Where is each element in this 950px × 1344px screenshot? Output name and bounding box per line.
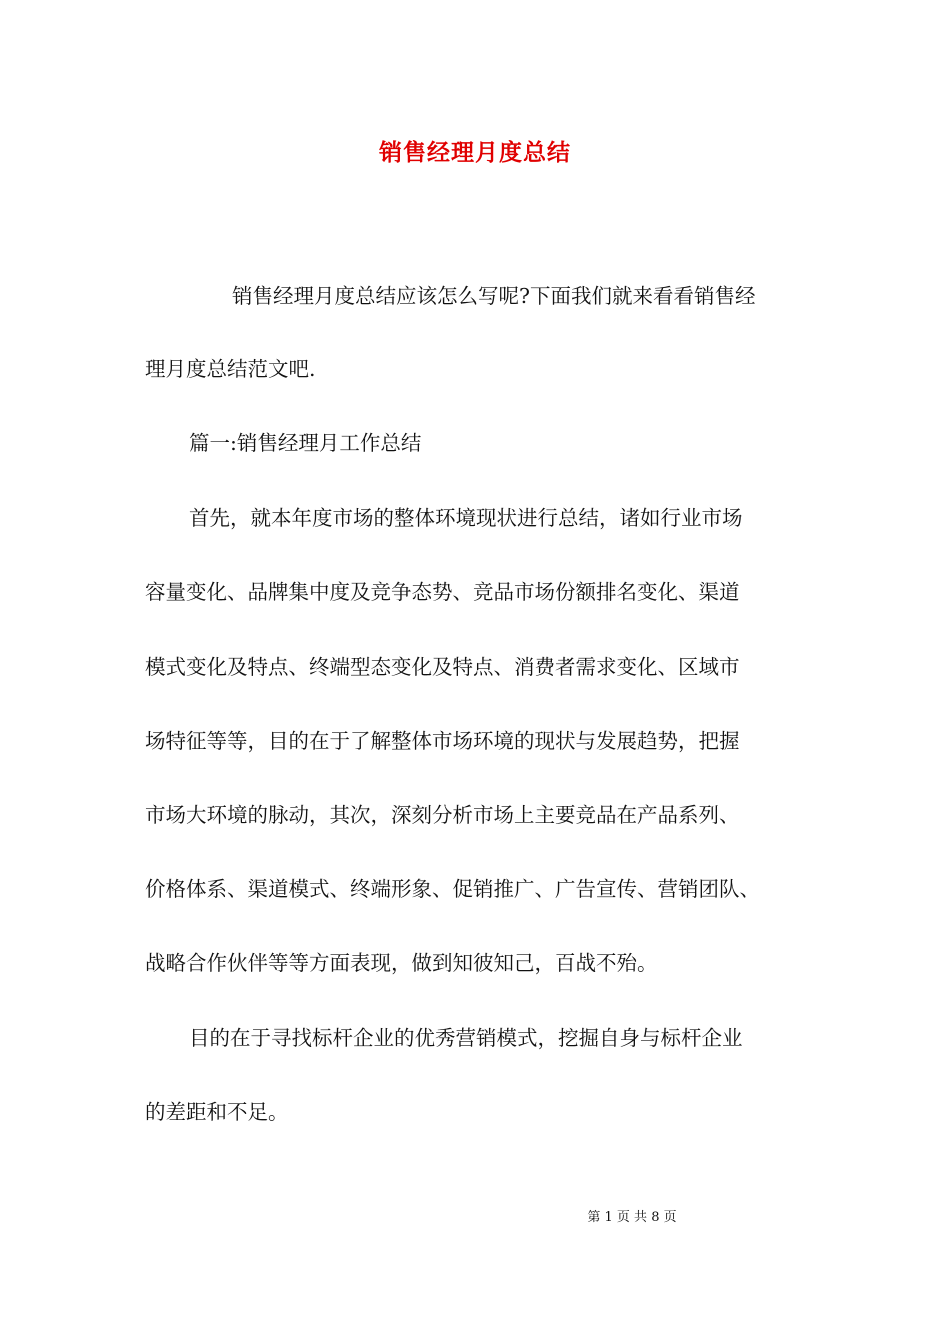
paragraph-body-line-3: 模式变化及特点、终端型态变化及特点、消费者需求变化、区域市	[145, 655, 740, 679]
paragraph-body-line-7: 战略合作伙伴等等方面表现，做到知彼知己，百战不殆。	[145, 951, 658, 975]
paragraph-body-line-6: 价格体系、渠道模式、终端形象、促销推广、广告宣传、营销团队、	[145, 877, 760, 901]
paragraph-goal-line-2: 的差距和不足。	[145, 1100, 289, 1124]
paragraph-body-line-5: 市场大环境的脉动，其次，深刻分析市场上主要竞品在产品系列、	[145, 803, 740, 827]
page-footer	[0, 1208, 950, 1228]
paragraph-body-line-4: 场特征等等，目的在于了解整体市场环境的现状与发展趋势，把握	[145, 729, 740, 753]
document-title: 销售经理月度总结	[379, 139, 571, 166]
paragraph-intro-line-1: 销售经理月度总结应该怎么写呢?下面我们就来看看销售经	[232, 284, 756, 308]
paragraph-body-line-2: 容量变化、品牌集中度及竞争态势、竞品市场份额排名变化、渠道	[145, 580, 740, 604]
paragraph-goal-line-1: 目的在于寻找标杆企业的优秀营销模式，挖掘自身与标杆企业	[189, 1026, 743, 1050]
paragraph-intro-line-2: 理月度总结范文吧.	[145, 357, 316, 381]
section-heading: 篇一:销售经理月工作总结	[189, 431, 422, 455]
page-number: 第 1 页 共 8 页	[587, 1210, 677, 1225]
paragraph-body-line-1: 首先，就本年度市场的整体环境现状进行总结，诸如行业市场	[189, 506, 743, 530]
